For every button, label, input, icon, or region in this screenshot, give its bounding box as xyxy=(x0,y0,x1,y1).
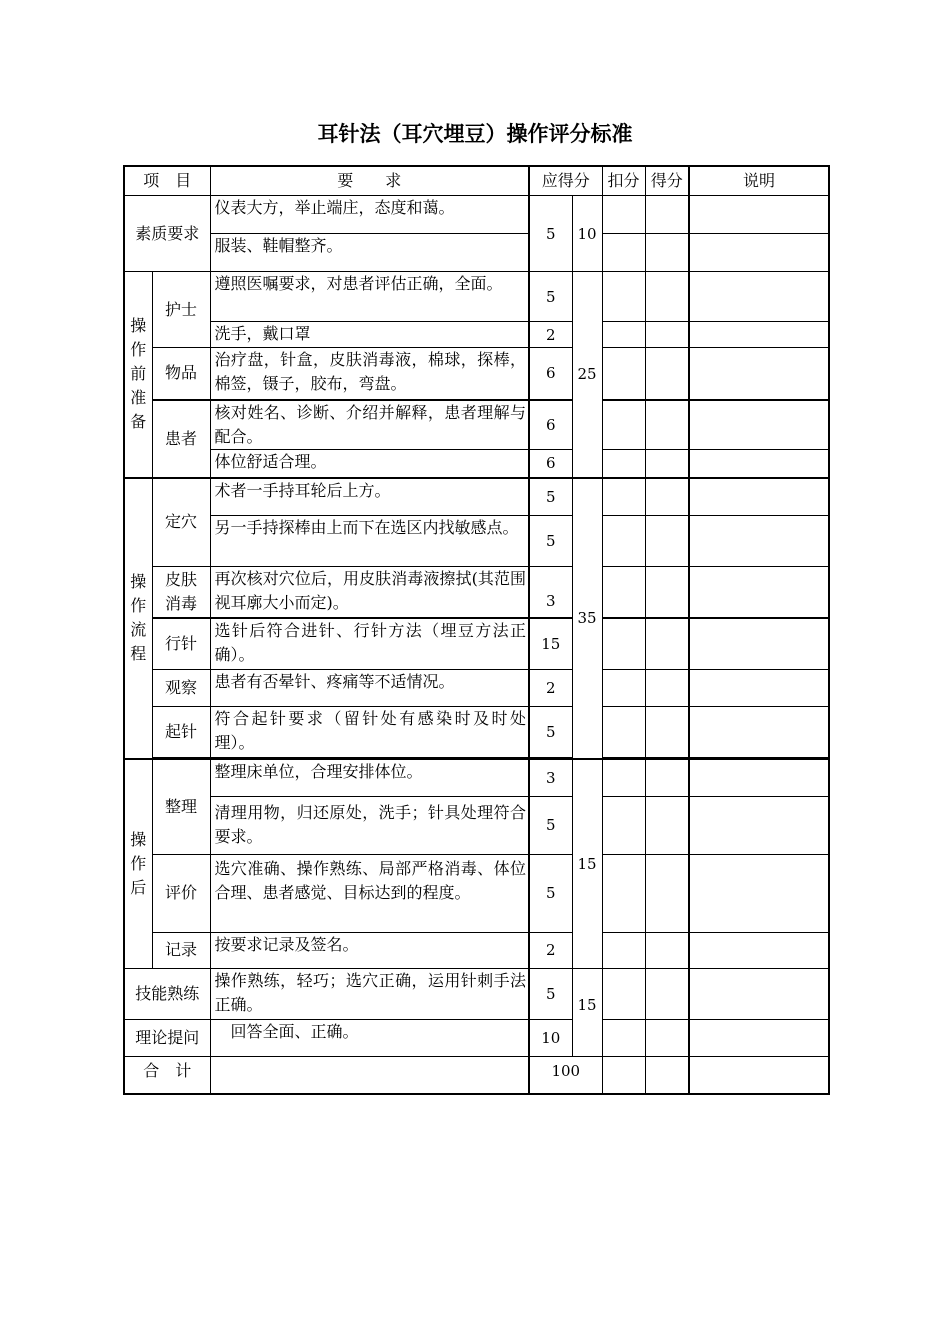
requirement-cell: 服装、鞋帽整齐。 xyxy=(210,234,529,272)
points-cell: 5 xyxy=(529,272,572,322)
points-cell: 5 xyxy=(529,516,572,567)
score-cell xyxy=(645,759,689,796)
requirement-cell: 洗手，戴口罩 xyxy=(210,322,529,348)
requirement-cell: 再次核对穴位后，用皮肤消毒液擦拭(其范围视耳廓大小而定)。 xyxy=(210,567,529,618)
points-cell: 2 xyxy=(529,932,572,968)
table-row xyxy=(124,968,829,1019)
section-label-text: 操作前准备 xyxy=(130,316,147,432)
table-row xyxy=(124,567,829,618)
score-cell xyxy=(645,272,689,322)
table-row xyxy=(124,272,829,322)
deduct-cell xyxy=(602,400,645,450)
requirement-cell: 核对姓名、诊断、介绍并解释，患者理解与配合。 xyxy=(210,400,529,450)
note-cell xyxy=(689,1056,829,1094)
deduct-cell xyxy=(602,450,645,478)
header-due-score: 应得分 xyxy=(529,166,602,196)
requirement-cell: 选穴准确、操作熟练、局部严格消毒、体位合理、患者感觉、目标达到的程度。 xyxy=(210,854,529,932)
note-cell xyxy=(689,567,829,618)
note-cell xyxy=(689,670,829,707)
header-deduct: 扣分 xyxy=(602,166,645,196)
requirement-cell: 患者有否晕针、疼痛等不适情况。 xyxy=(210,670,529,707)
group-total-cell: 35 xyxy=(572,478,602,760)
requirement-cell: 按要求记录及签名。 xyxy=(210,932,529,968)
section-label-skill xyxy=(124,968,210,1019)
table-row xyxy=(124,400,829,450)
score-cell xyxy=(645,348,689,400)
sub-label-patient: 患者 xyxy=(152,400,210,478)
table-row xyxy=(124,670,829,707)
requirement-cell: 回答全面、正确。 xyxy=(210,1019,529,1056)
deduct-cell xyxy=(602,478,645,516)
deduct-cell xyxy=(602,234,645,272)
points-cell: 5 xyxy=(529,968,572,1019)
note-cell xyxy=(689,854,829,932)
points-cell: 6 xyxy=(529,450,572,478)
note-cell xyxy=(689,478,829,516)
group-total-cell: 25 xyxy=(572,272,602,478)
note-cell xyxy=(689,348,829,400)
group-total-cell: 10 xyxy=(572,196,602,272)
requirement-cell: 整理床单位，合理安排体位。 xyxy=(210,759,529,796)
note-cell xyxy=(689,196,829,234)
sub-label-observe: 观察 xyxy=(152,670,210,707)
requirement-cell: 治疗盘，针盒，皮肤消毒液，棉球，探棒，棉签，镊子，胶布，弯盘。 xyxy=(210,348,529,400)
deduct-cell xyxy=(602,759,645,796)
points-cell: 6 xyxy=(529,400,572,450)
deduct-cell xyxy=(602,322,645,348)
header-row xyxy=(124,166,829,196)
requirement-cell: 另一手持探棒由上而下在选区内找敏感点。 xyxy=(210,516,529,567)
total-requirement-cell xyxy=(210,1056,529,1094)
score-cell xyxy=(645,234,689,272)
header-note: 说明 xyxy=(689,166,829,196)
deduct-cell xyxy=(602,272,645,322)
deduct-cell xyxy=(602,796,645,854)
table-row xyxy=(124,1019,829,1056)
requirement-cell: 符合起针要求（留针处有感染时及时处理）。 xyxy=(210,707,529,758)
score-cell xyxy=(645,400,689,450)
note-cell xyxy=(689,707,829,758)
deduct-cell xyxy=(602,932,645,968)
note-cell xyxy=(689,234,829,272)
note-cell xyxy=(689,1019,829,1056)
score-cell xyxy=(645,707,689,758)
deduct-cell xyxy=(602,968,645,1019)
score-cell xyxy=(645,796,689,854)
scoring-table xyxy=(123,165,830,1095)
deduct-cell xyxy=(602,567,645,618)
score-cell xyxy=(645,516,689,567)
deduct-cell xyxy=(602,670,645,707)
header-item: 项 目 xyxy=(124,166,210,196)
note-cell xyxy=(689,932,829,968)
table-row xyxy=(124,618,829,670)
score-cell xyxy=(645,1019,689,1056)
sub-label-evaluate: 评价 xyxy=(152,854,210,932)
score-cell xyxy=(645,618,689,670)
points-cell: 6 xyxy=(529,348,572,400)
deduct-cell xyxy=(602,618,645,670)
group-total-cell: 15 xyxy=(572,759,602,968)
requirement-cell: 术者一手持耳轮后上方。 xyxy=(210,478,529,516)
note-cell xyxy=(689,272,829,322)
score-cell xyxy=(645,478,689,516)
points-cell: 5 xyxy=(529,707,572,758)
table-row xyxy=(124,478,829,516)
deduct-cell xyxy=(602,707,645,758)
section-label-text: 操作后 xyxy=(130,829,147,897)
points-cell: 5 xyxy=(529,796,572,854)
sub-label-withdraw: 起针 xyxy=(152,707,210,758)
table-row xyxy=(124,932,829,968)
points-cell: 5 xyxy=(529,478,572,516)
deduct-cell xyxy=(602,1019,645,1056)
requirement-cell: 选针后符合进针、行针方法（埋豆方法正确）。 xyxy=(210,618,529,670)
table-row xyxy=(124,234,829,272)
section-label-theory: 理论提问 xyxy=(124,1019,210,1056)
deduct-cell xyxy=(602,516,645,567)
note-cell xyxy=(689,968,829,1019)
points-cell: 5 xyxy=(529,854,572,932)
table-row xyxy=(124,854,829,932)
table-row xyxy=(124,707,829,758)
note-cell xyxy=(689,322,829,348)
score-cell xyxy=(645,854,689,932)
points-cell: 5 xyxy=(529,196,572,272)
sub-label-nurse: 护士 xyxy=(152,272,210,348)
deduct-cell xyxy=(602,854,645,932)
total-row xyxy=(124,1056,829,1094)
total-value: 100 xyxy=(529,1056,602,1094)
score-cell xyxy=(645,450,689,478)
requirement-cell: 操作熟练，轻巧；选穴正确，运用针刺手法正确。 xyxy=(210,968,529,1019)
sub-label-record: 记录 xyxy=(152,932,210,968)
sub-label-text: 皮肤消毒 xyxy=(165,569,198,613)
score-cell xyxy=(645,670,689,707)
deduct-cell xyxy=(602,1056,645,1094)
deduct-cell xyxy=(602,348,645,400)
sub-label-needle: 行针 xyxy=(152,618,210,670)
header-requirement: 要 求 xyxy=(210,166,529,196)
points-cell: 2 xyxy=(529,670,572,707)
note-cell xyxy=(689,796,829,854)
score-cell xyxy=(645,322,689,348)
sub-label-tidy: 整理 xyxy=(152,759,210,854)
points-cell: 10 xyxy=(529,1019,572,1056)
section-label-process xyxy=(124,478,152,760)
points-cell: 2 xyxy=(529,322,572,348)
section-label-text: 技能熟练 xyxy=(135,983,200,1003)
requirement-cell: 遵照医嘱要求，对患者评估正确，全面。 xyxy=(210,272,529,322)
section-label-quality: 素质要求 xyxy=(124,196,210,272)
score-cell xyxy=(645,1056,689,1094)
section-label-prep xyxy=(124,272,152,478)
section-label-text: 操作流程 xyxy=(130,572,147,664)
points-cell: 15 xyxy=(529,618,572,670)
note-cell xyxy=(689,400,829,450)
section-label-after xyxy=(124,759,152,968)
sub-label-locate: 定穴 xyxy=(152,478,210,567)
table-row xyxy=(124,348,829,400)
points-cell: 3 xyxy=(529,567,572,618)
requirement-cell: 体位舒适合理。 xyxy=(210,450,529,478)
table-row xyxy=(124,450,829,478)
note-cell xyxy=(689,618,829,670)
header-score: 得分 xyxy=(645,166,689,196)
score-cell xyxy=(645,932,689,968)
group-total-cell: 15 xyxy=(572,968,602,1056)
page-title: 耳针法（耳穴埋豆）操作评分标准 xyxy=(317,122,633,146)
note-cell xyxy=(689,516,829,567)
requirement-cell: 仪表大方，举止端庄，态度和蔼。 xyxy=(210,196,529,234)
table-row xyxy=(124,196,829,234)
score-cell xyxy=(645,196,689,234)
sub-label-items: 物品 xyxy=(152,348,210,400)
note-cell xyxy=(689,450,829,478)
score-cell xyxy=(645,567,689,618)
table-row xyxy=(124,322,829,348)
score-cell xyxy=(645,968,689,1019)
note-cell xyxy=(689,759,829,796)
deduct-cell xyxy=(602,196,645,234)
table-row xyxy=(124,796,829,854)
points-cell: 3 xyxy=(529,759,572,796)
requirement-cell: 清理用物，归还原处，洗手；针具处理符合要求。 xyxy=(210,796,529,854)
total-label: 合 计 xyxy=(124,1056,210,1094)
sub-label-disinfect xyxy=(152,567,210,618)
table-row xyxy=(124,759,829,796)
table-row xyxy=(124,516,829,567)
